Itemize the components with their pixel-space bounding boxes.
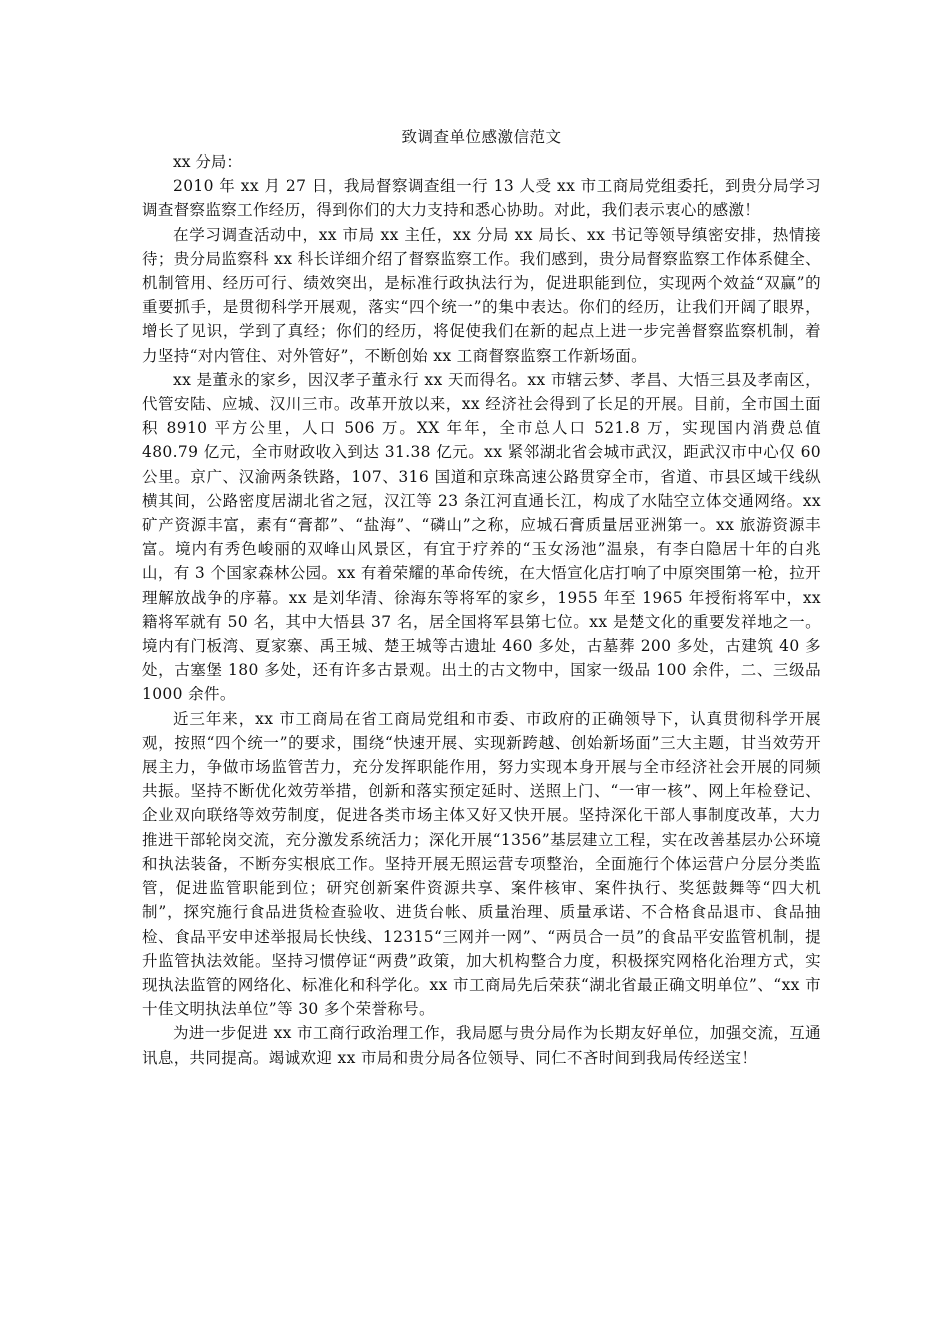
salutation: xx 分局： [173,153,242,171]
paragraph-city-profile: xx 是董永的家乡，因汉孝子董永行 xx 天而得名。xx 市辖云梦、孝昌、大悟三县及孝南区，代管安陆、应城、汉川三市。改革开放以来，xx 经济社会得到了长足的开展。目前，全市国土面积 8910 平方公里，人口 506 万。XX 年年，全市总人口 521.8 万，实现国内消费总值 480.79 亿元，全市财政收入到达 31.38 亿元。xx 紧邻湖北省会城市武汉，距武汉市中心仅 60 公里。京广、汉渝两条铁路，107、316 国道和京珠高速公路贯穿全市，省道、市县区域干线纵横其间，公路密度居湖北省之冠，汉江等 23 条江河直通长江，构成了水陆空立体交通网络。xx 矿产资源丰富，素有“膏都”、“盐海”、“磷山”之称，应城石膏质量居亚洲第一。xx 旅游资源丰富。境内有秀色峻丽的双峰山风景区，有宜于疗养的“玉女汤池”温泉，有李白隐居十年的白兆山，有 3 个国家森林公园。xx 有着荣耀的革命传统，在大悟宣化店打响了中原突围第一枪，拉开理解放战争的序幕。xx 是刘华清、徐海东等将军的家乡，1955 年至 1965 年授衔将军中，xx 籍将军就有 50 名，其中大悟县 37 名，居全国将军县第七位。xx 是楚文化的重要发祥地之一。境内有门板湾、夏家寨、禹王城、楚王城等古遗址 460 多处，古墓葬 200 多处，古建筑 40 多处，古塞堡 180 多处，还有许多古景观。出土的古文物中，国家一级品 100 余件，二、三级品 1000 余件。 [142,370,821,704]
document-page [142,124,821,1070]
paragraph-achievements: 近三年来，xx 市工商局在省工商局党组和市委、市政府的正确领导下，认真贯彻科学开展观，按照“四个统一”的要求，围绕“快速开展、实现新跨越、创始新场面”三大主题，甘当效劳开展主力，争做市场监管苦力，充分发挥职能作用，努力实现本身开展与全市经济社会开展的同频共振。坚持不断优化效劳举措，创新和落实预定延时、送照上门、“一审一核”、网上年检登记、企业双向联络等效劳制度，促进各类市场主体又好又快开展。坚持深化干部人事制度改革，大力推进干部轮岗交流，充分激发系统活力；深化开展“1356”基层建立工程，实在改善基层办公环境和执法装备，不断夯实根底工作。坚持开展无照运营专项整治，全面施行个体运营户分层分类监管，促进监管职能到位；研究创新案件资源共享、案件核审、案件执行、奖惩鼓舞等“四大机制”，探究施行食品进货检查验收、进货台帐、质量治理、质量承诺、不合格食品退市、食品抽检、食品平安申述举报局长快线、12315“三网并一网”、“两员合一员”的食品平安监管机制，提升监管执法效能。坚持习惯停证“两费”政策，加大机构整合力度，积极探究网格化治理方式，实现执法监管的网络化、标准化和科学化。xx 市工商局先后荣获“湖北省最正确文明单位”、“xx 市十佳文明执法单位”等 30 多个荣誉称号。 [142,709,821,1019]
paragraph-activity: 在学习调查活动中，xx 市局 xx 主任，xx 分局 xx 局长、xx 书记等领导缜密安排，热情接待；贵分局监察科 xx 科长详细介绍了督察监察工作。我们感到，贵分局督察监察工作体系健全、机制管用、经历可行、绩效突出，是标准行政执法行为，促进职能到位，实现两个效益“双赢”的重要抓手，是贯彻科学开展观，落实“四个统一”的集中表达。你们的经历，让我们开阔了眼界，增长了见识，学到了真经；你们的经历，将促使我们在新的起点上进一步完善督察监察机制，着力坚持“对内管住、对外管好”，不断创始 xx 工商督察监察工作新场面。 [142,225,821,365]
paragraph-closing: 为进一步促进 xx 市工商行政治理工作，我局愿与贵分局作为长期友好单位，加强交流，互通讯息，共同提高。竭诚欢迎 xx 市局和贵分局各位领导、同仁不吝时间到我局传经送宝！ [142,1024,821,1067]
document-title: 致调查单位感激信范文 [401,128,562,146]
paragraph-intro: 2010 年 xx 月 27 日，我局督察调查组一行 13 人受 xx 市工商局党组委托，到贵分局学习调查督察监察工作经历，得到你们的大力支持和悉心协助。对此，我们表示衷心的感激！ [142,177,821,220]
